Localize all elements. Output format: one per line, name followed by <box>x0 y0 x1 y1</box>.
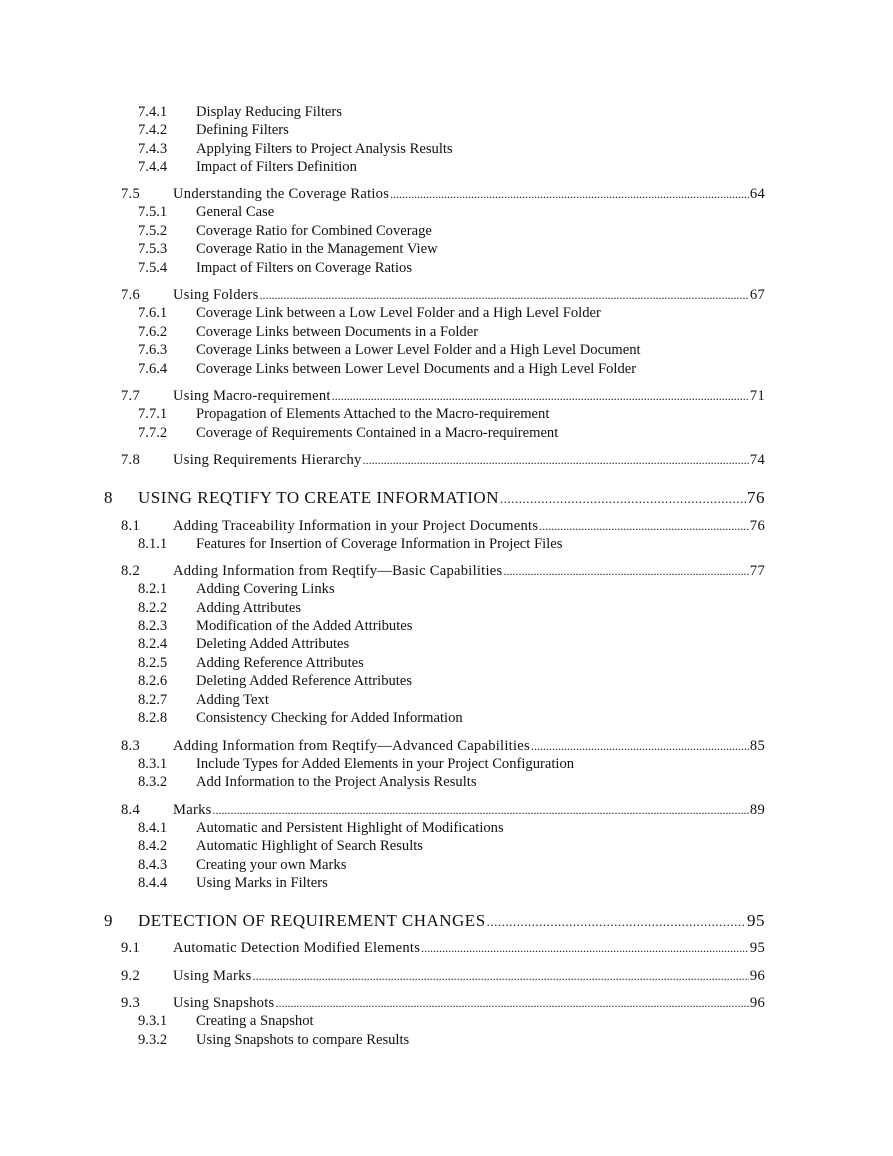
dot-leader <box>487 910 746 933</box>
toc-entry-number: 8.4 <box>121 802 140 818</box>
toc-entry-number: 7.6.2 <box>138 324 168 340</box>
toc-entry-number: 8.3.2 <box>138 774 168 790</box>
toc-section-entry[interactable] <box>121 185 765 203</box>
toc-entry-title: Applying Filters to Project Analysis Results <box>196 141 453 157</box>
toc-entry-title: Using Marks in Filters <box>196 875 328 891</box>
toc-entry-title: Deleting Added Reference Attributes <box>196 673 412 689</box>
toc-entry-number: 8.2 <box>121 563 140 579</box>
toc-entry-number: 8.3 <box>121 738 140 754</box>
toc-entry-number: 9.1 <box>121 940 140 956</box>
toc-section-entry[interactable] <box>121 939 765 957</box>
toc-entry-title: Consistency Checking for Added Information <box>196 710 463 726</box>
toc-entry-title: Understanding the Coverage Ratios <box>173 186 390 202</box>
toc-entry-title: Adding Traceability Information in your Project Documents <box>173 518 539 534</box>
dot-leader <box>213 801 749 819</box>
dot-leader <box>253 967 749 985</box>
dot-leader <box>503 562 748 580</box>
toc-entry-number: 7.5.1 <box>138 204 168 220</box>
toc-entry-number: 7.6.3 <box>138 342 168 358</box>
toc-entry-number: 9.3.2 <box>138 1032 168 1048</box>
toc-entry-title: DETECTION OF REQUIREMENT CHANGES <box>138 911 486 930</box>
toc-section-entry[interactable] <box>121 451 765 469</box>
toc-entry-number: 7.6.4 <box>138 361 168 377</box>
toc-entry-number: 7.5 <box>121 186 140 202</box>
toc-entry-title: Using Macro-requirement <box>173 388 331 404</box>
dot-leader <box>275 994 748 1012</box>
toc-entry-title: Automatic and Persistent Highlight of Modifications <box>196 820 504 836</box>
toc-entry-number: 7.8 <box>121 452 140 468</box>
dot-leader <box>421 939 749 957</box>
toc-entry-number: 8.2.5 <box>138 655 168 671</box>
toc-entry-page-number: 96 <box>749 995 765 1011</box>
toc-entry-title: Features for Insertion of Coverage Information in Project Files <box>196 536 563 552</box>
toc-entry-title: Using Folders <box>173 287 259 303</box>
toc-entry-title: Propagation of Elements Attached to the Macro-requirement <box>196 406 550 422</box>
toc-entry-title: Coverage of Requirements Contained in a Macro-requirement <box>196 425 559 441</box>
toc-entry-title: Using Snapshots <box>173 995 275 1011</box>
toc-section-entry[interactable] <box>121 801 765 819</box>
toc-entry-title: General Case <box>196 204 275 220</box>
toc-entry-title: Coverage Links between Lower Level Documents and a High Level Folder <box>196 361 637 377</box>
toc-section-entry[interactable] <box>121 562 765 580</box>
toc-entry-page-number: 89 <box>749 802 765 818</box>
toc-entry-title: Adding Text <box>196 692 269 708</box>
toc-entry-number: 8.2.6 <box>138 673 168 689</box>
toc-entry-number: 7.4.2 <box>138 122 168 138</box>
dot-leader <box>390 185 749 203</box>
toc-entry-number: 8.2.7 <box>138 692 168 708</box>
toc-entry-number: 8.4.1 <box>138 820 168 836</box>
toc-entry-page-number: 76 <box>747 488 765 507</box>
toc-entry-number: 8.2.8 <box>138 710 168 726</box>
toc-entry-title: Include Types for Added Elements in your Project Configuration <box>196 756 575 772</box>
toc-entry-title: Coverage Links between Documents in a Folder <box>196 324 479 340</box>
dot-leader <box>260 286 749 304</box>
toc-entry-page-number: 95 <box>749 940 765 956</box>
toc-entry-number: 8 <box>104 488 113 507</box>
toc-entry-number: 7.7.1 <box>138 406 168 422</box>
toc-entry-number: 7.5.4 <box>138 260 168 276</box>
toc-entry-number: 7.5.3 <box>138 241 168 257</box>
toc-entry-page-number: 85 <box>749 738 765 754</box>
toc-entry-number: 7.4.4 <box>138 159 168 175</box>
toc-entry-title: Adding Information from Reqtify—Basic Capabilities <box>173 563 503 579</box>
toc-entry-number: 8.4.4 <box>138 875 168 891</box>
toc-section-entry[interactable] <box>121 387 765 405</box>
toc-entry-number: 8.2.2 <box>138 600 168 616</box>
toc-entry-title: Automatic Highlight of Search Results <box>196 838 423 854</box>
toc-entry-number: 7.7 <box>121 388 140 404</box>
toc-entry-page-number: 76 <box>749 518 765 534</box>
toc-entry-title: Using Snapshots to compare Results <box>196 1032 410 1048</box>
toc-entry-title: Adding Information from Reqtify—Advanced Capabilities <box>173 738 530 754</box>
toc-entry-number: 9.3 <box>121 995 140 1011</box>
dot-leader <box>332 387 749 405</box>
toc-entry-title: USING REQTIFY TO CREATE INFORMATION <box>138 488 499 507</box>
toc-entry-number: 7.4.3 <box>138 141 168 157</box>
toc-entry-title: Using Marks <box>173 968 252 984</box>
toc-entry-title: Defining Filters <box>196 122 289 138</box>
toc-section-entry[interactable] <box>121 286 765 304</box>
toc-entry-title: Creating a Snapshot <box>196 1013 314 1029</box>
toc-entry-title: Display Reducing Filters <box>196 104 342 120</box>
toc-entry-title: Marks <box>173 802 212 818</box>
toc-entry-number: 7.6 <box>121 287 140 303</box>
toc-entry-number: 8.2.4 <box>138 636 168 652</box>
toc-entry-number: 8.1.1 <box>138 536 168 552</box>
toc-entry-page-number: 74 <box>749 452 765 468</box>
toc-entry-title: Creating your own Marks <box>196 857 347 873</box>
dot-leader <box>500 487 746 510</box>
toc-section-entry[interactable] <box>121 967 765 985</box>
toc-entry-number: 7.6.1 <box>138 305 168 321</box>
toc-entry-number: 8.4.3 <box>138 857 168 873</box>
toc-section-entry[interactable] <box>121 737 765 755</box>
toc-entry-number: 8.1 <box>121 518 140 534</box>
toc-chapter-entry[interactable] <box>104 487 765 509</box>
toc-entry-number: 8.2.3 <box>138 618 168 634</box>
toc-entry-title: Deleting Added Attributes <box>196 636 350 652</box>
toc-entry-page-number: 71 <box>749 388 765 404</box>
dot-leader <box>531 737 749 755</box>
toc-entry-title: Adding Attributes <box>196 600 301 616</box>
toc-entry-title: Coverage Ratio for Combined Coverage <box>196 223 432 239</box>
toc-entry-page-number: 67 <box>749 287 765 303</box>
dot-leader <box>539 517 749 535</box>
toc-entry-number: 9 <box>104 911 113 930</box>
toc-entry-number: 7.4.1 <box>138 104 168 120</box>
toc-entry-page-number: 64 <box>749 186 765 202</box>
toc-entry-number: 8.4.2 <box>138 838 168 854</box>
toc-section-entry[interactable] <box>121 994 765 1012</box>
toc-entry-title: Coverage Ratio in the Management View <box>196 241 438 257</box>
toc-entry-number: 7.7.2 <box>138 425 168 441</box>
toc-chapter-entry[interactable] <box>104 910 765 932</box>
toc-entry-title: Automatic Detection Modified Elements <box>173 940 421 956</box>
dot-leader <box>363 451 749 469</box>
toc-entry-page-number: 96 <box>749 968 765 984</box>
toc-entry-number: 8.3.1 <box>138 756 168 772</box>
toc-entry-title: Coverage Links between a Lower Level Folder and a High Level Document <box>196 342 641 358</box>
toc-section-entry[interactable] <box>121 517 765 535</box>
toc-entry-page-number: 95 <box>747 911 765 930</box>
toc-entry-number: 9.3.1 <box>138 1013 168 1029</box>
toc-entry-title: Add Information to the Project Analysis Results <box>196 774 477 790</box>
toc-entry-title: Impact of Filters Definition <box>196 159 357 175</box>
toc-entry-title: Coverage Link between a Low Level Folder and a High Level Folder <box>196 305 601 321</box>
toc-entry-number: 8.2.1 <box>138 581 168 597</box>
toc-entry-title: Modification of the Added Attributes <box>196 618 413 634</box>
toc-entry-title: Adding Reference Attributes <box>196 655 364 671</box>
toc-entry-title: Using Requirements Hierarchy <box>173 452 362 468</box>
toc-entry-page-number: 77 <box>749 563 765 579</box>
toc-entry-number: 7.5.2 <box>138 223 168 239</box>
toc-entry-title: Adding Covering Links <box>196 581 335 597</box>
toc-entry-number: 9.2 <box>121 968 140 984</box>
toc-entry-title: Impact of Filters on Coverage Ratios <box>196 260 413 276</box>
